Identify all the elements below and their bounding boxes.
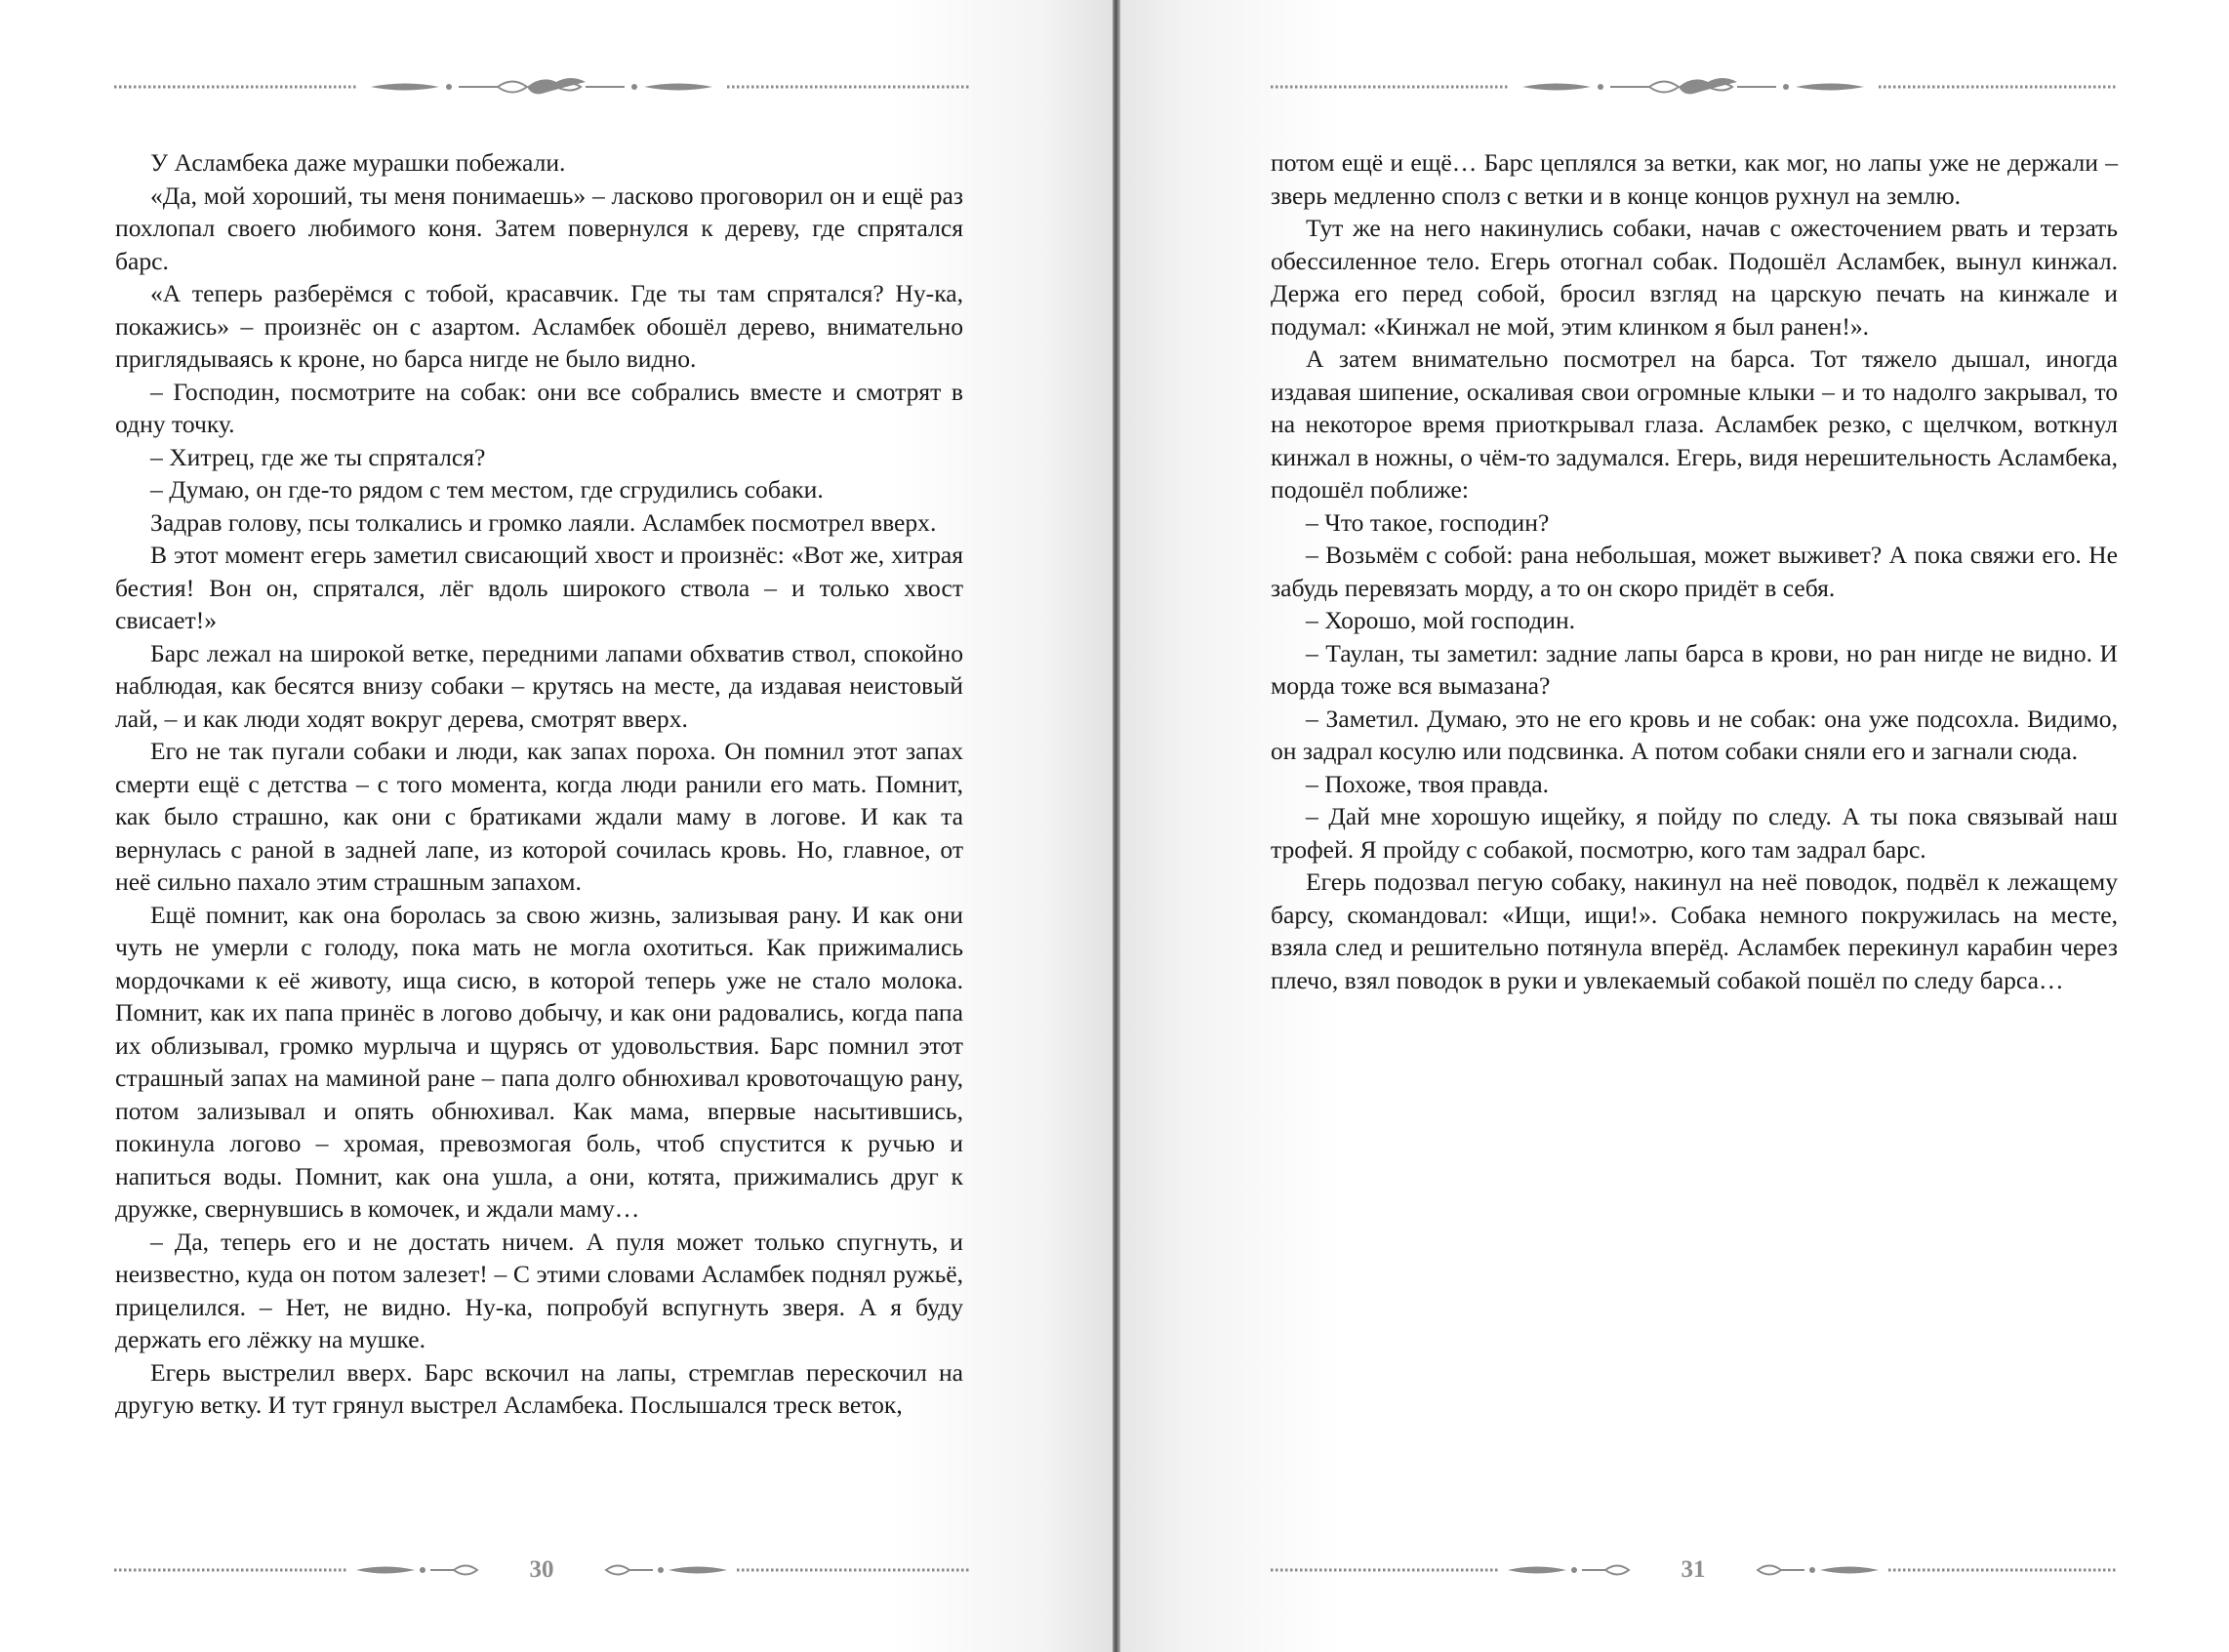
paragraph: – Думаю, он где-то рядом с тем местом, где сгрудились собаки.	[150, 475, 824, 504]
paragraph: – Дай мне хорошую ищейку, я пойду по следу. А ты пока связывай наш трофей. Я пройду с собакой, посмотрю, кого там задрал барс.	[1271, 802, 2118, 864]
page-number: 30	[529, 1556, 554, 1583]
paragraph: «А теперь разберёмся с тобой, красавчик. Где ты там спрятался? Ну-ка, покажись» – произнёс он с азартом. Асламбек обошёл дерево, внимательно приглядываясь к кроне, но барса нигде не было видно.	[115, 279, 963, 373]
right-page	[1120, 0, 2229, 1652]
book-spine-gutter	[1113, 0, 1120, 1652]
page-number: 31	[1681, 1556, 1706, 1583]
paragraph: В этот момент егерь заметил свисающий хвост и произнёс: «Вот же, хитрая бестия! Вон он, спрятался, лёг вдоль широкого ствола – и только хвост свисает!»	[115, 541, 963, 634]
paragraph: – Господин, посмотрите на собак: они все собрались вместе и смотрят в одну точку.	[115, 377, 963, 438]
paragraph: Барс лежал на широкой ветке, передними лапами обхватив ствол, спокойно наблюдая, как бесятся внизу собаки – крутясь на месте, да издавая неистовый лай, – и как люди ходят вокруг дерева, смотрят вверх.	[115, 638, 963, 733]
right-page-text	[1271, 146, 2118, 996]
paragraph: – Таулан, ты заметил: задние лапы барса в крови, но ран нигде не видно. И морда тоже вся вымазана?	[1271, 638, 2118, 700]
paragraph: «Да, мой хороший, ты меня понимаешь» – ласково проговорил он и ещё раз похлопал своего любимого коня. Затем повернулся к дереву, где спрятался барс.	[115, 181, 963, 275]
paragraph: Задрав голову, псы толкались и громко лаяли. Асламбек посмотрел вверх.	[150, 507, 937, 537]
paragraph: Егерь выстрелил вверх. Барс вскочил на лапы, стремглав перескочил на другую ветку. И тут грянул выстрел Асламбека. Послышался треск веток,	[115, 1357, 963, 1419]
paragraph: потом ещё и ещё… Барс цеплялся за ветки, как мог, но лапы уже не держали – зверь медленно сполз с ветки и в конце концов рухнул на землю.	[1271, 148, 2118, 210]
paragraph: – Хитрец, где же ты спрятался?	[150, 442, 486, 471]
paragraph: Тут же на него накинулись собаки, начав с ожесточением рвать и терзать обессиленное тело. Егерь отогнал собак. Подошёл Асламбек, вынул кинжал. Держа его перед собой, бросил взгляд на царскую печать на кинжале и подумал: «Кинжал не мой, этим клинком я был ранен!».	[1271, 214, 2118, 341]
paragraph: – Похоже, твоя правда.	[1306, 769, 1549, 798]
left-page-text	[115, 146, 963, 1422]
paragraph: Его не так пугали собаки и люди, как запах пороха. Он помнил этот запах смерти ещё с детства – с того момента, когда люди ранили его мать. Помнит, как было страшно, как они с братиками ждали маму в логове. И как та вернулась с раной в задней лапе, из которой сочилась кровь. Но, главное, от неё сильно пахало этим страшным запахом.	[115, 737, 963, 896]
paragraph: А затем внимательно посмотрел на барса. Тот тяжело дышал, иногда издавая шипение, оскаливая свои огромные клыки – и то надолго закрывал, то на некоторое время приоткрывал глаза. Асламбек резко, с щелчком, воткнул кинжал в ножны, о чём-то задумался. Егерь, видя нерешительность Асламбека, подошёл поближе:	[1271, 344, 2118, 504]
top-ornament-rule	[112, 72, 971, 101]
paragraph: – Хорошо, мой господин.	[1306, 606, 1576, 634]
paragraph: У Асламбека даже мурашки побежали.	[150, 148, 566, 177]
paragraph: – Что такое, господин?	[1306, 507, 1550, 537]
paragraph: – Заметил. Думаю, это не его кровь и не собак: она уже подсохла. Видимо, он задрал косулю или подсвинка. А потом собаки сняли его и загнали сюда.	[1271, 704, 2118, 765]
paragraph: Ещё помнит, как она боролась за свою жизнь, зализывая рану. И как они чуть не умерли с голоду, пока мать не могла охотиться. Как прижимались мордочками к её животу, ища сисю, в которой теперь уже не стало молока. Помнит, как их папа принёс в логово добычу, и как они радовались, когда папа их облизывал, громко мурлыча и щурясь от удовольствия. Барс помнил этот страшный запах на маминой ране – папа долго обнюхивал кровоточащую рану, потом зализывал и опять обнюхивал. Как мама, впервые насытившись, покинула логово – хромая, превозмогая боль, чтоб спустится к ручью и напиться воды. Помнит, как она ушла, а они, котята, прижимались друг к дружке, свернувшись в комочек, и ждали маму…	[115, 900, 963, 1223]
paragraph: Егерь подозвал пегую собаку, накинул на неё поводок, подвёл к лежащему барсу, скомандовал: «Ищи, ищи!». Собака немного покружилась на месте, взяла след и решительно потянула вперёд. Асламбек перекинул карабин через плечо, взял поводок в руки и увлекаемый собакой пошёл по следу барса…	[1271, 867, 2118, 994]
top-ornament-rule	[1269, 72, 2118, 101]
paragraph: – Возьмём с собой: рана небольшая, может выживет? А пока свяжи его. Не забудь перевязать морду, а то он скоро придёт в себя.	[1271, 541, 2118, 602]
left-page	[0, 0, 1113, 1652]
paragraph: – Да, теперь его и не достать ничем. А пуля может только спугнуть, и неизвестно, куда он потом залезет! – С этими словами Асламбек поднял ружьё, прицелился. – Нет, не видно. Ну-ка, попробуй вспугнуть зверя. А я буду держать его лёжку на мушке.	[115, 1227, 963, 1353]
